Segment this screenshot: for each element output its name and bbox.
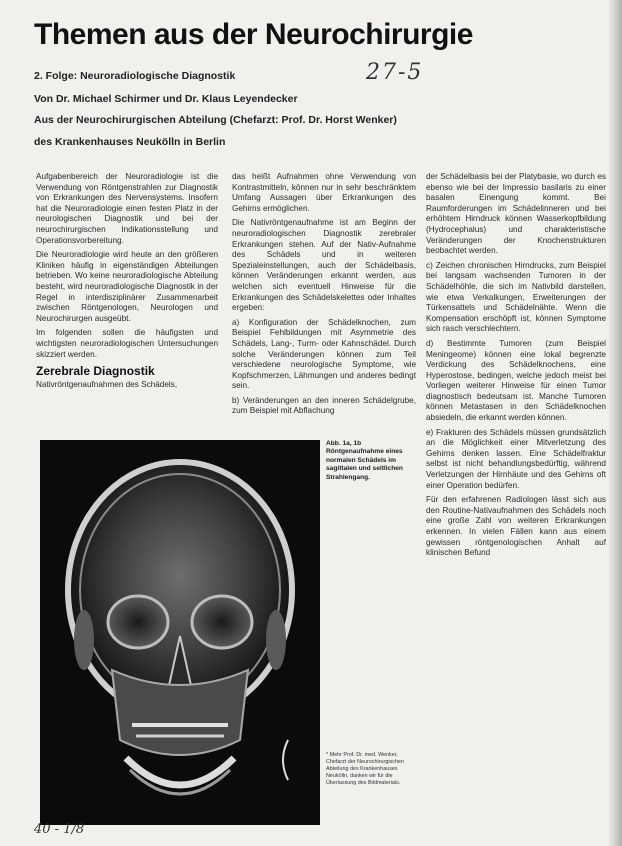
paragraph: d) Bestimmte Tumoren (zum Beispiel Meningeome) können eine lokal begrenzte Verdickung des Schädelknochens, eine Hyperostose, bedingen, welche jedoch meist bei Vorliegen weiterer Hinweise für einen Tumor diagnostisch bedeutsam ist. Manche Tumoren können Metastasen in den Schädelknochen absiedeln, die erkannt werden können. xyxy=(426,338,606,423)
paragraph: Die Nativröntgenaufnahme ist am Beginn der neuroradiologischen Diagnostik zerebraler Erkrankungen stehen. Auf der Nativ-Aufnahme des Schädels und in weiteren Spezialeinstellungen, auch der Schädelbasis, können Veränderungen erkannt werden, aus welchen sich eventuell Hinweise für die Erkrankungen des Schädelskelettes oder Inhaltes ergeben: xyxy=(232,218,416,313)
authors-line: Von Dr. Michael Schirmer und Dr. Klaus Leyendecker xyxy=(34,93,298,105)
hospital-line: des Krankenhauses Neukölln in Berlin xyxy=(34,136,226,148)
page-number: 40 - 1/8 xyxy=(34,822,85,837)
skull-xray-drawing xyxy=(40,440,320,825)
paragraph: das heißt Aufnahmen ohne Verwendung von Kontrastmitteln, können nur in sehr beschränktem Umfang Aussagen über Erkrankungen des Gehirns ermöglichen. xyxy=(232,172,416,213)
section-heading: Zerebrale Diagnostik xyxy=(36,364,155,379)
paragraph: Die Neuroradiologie wird heute an den größeren Kliniken häufig in eigenständigen Abteilungen betrieben. Wo keine neuroradiologische Abteilung besteht, wird neuroradiologische Diagnostik in der Regel in interdisziplinärer Zusammenarbeit zwischen Röntgenologen, Neurologen und Neurochirurgen ausgeübt. xyxy=(36,250,218,323)
paragraph: c) Zeichen chronischen Hirndrucks, zum Beispiel bei langsam wachsenden Tumoren in der Schädelhöhle, die sich im Nativbild darstellen, wie etwa Verkalkungen, Erweiterungen der Türkensattels und Schädelnähte. Wenn die Kompensation erschöpft ist, können Symptome sich rasch verschlechtern. xyxy=(426,260,606,334)
text-column-1 xyxy=(36,172,218,422)
paragraph: der Schädelbasis bei der Platybasie, wo durch es ebenso wie bei der Impressio basilaris zu einer basalen Einengung kommt. Bei Raumforderungen im Schädelinneren und bei erhöhtem Hirndruck können Wasserkopfbildung (Hydrocephalus) und charakteristische Veränderungen der Knochenstrukturen beobachtet werden. xyxy=(426,172,606,256)
paragraph: Für den erfahrenen Radiologen lässt sich aus den Routine-Nativaufnahmen des Schädels noch eine große Zahl von weiteren Erkrankungen erkennen. In vielen Fällen kann aus einem gewissen röntgenologischen Anhalt auf klinischen Befund xyxy=(426,495,606,558)
paragraph: e) Frakturen des Schädels müssen grundsätzlich an die Möglichkeit einer Mitverletzung des Gehirns denken lassen. Eine Schädelfraktur selbst ist nicht behandlungsbedürftig, während Verletzungen der Hirnhäute und des Gehirns oft einer Operation bedürfen. xyxy=(426,427,606,490)
handwritten-note: 27-5 xyxy=(366,60,424,85)
paragraph: a) Konfiguration der Schädelknochen, zum Beispiel Fehlbildungen mit Asymmetrie des Schädels, Lang-, Turm- oder Kahnschädel. Durch solche Veränderungen können zum Teil verschiedene neurologische Symptome, wie Kopfschmerzen, Lähmungen und anderes bedingt sein. xyxy=(232,317,416,391)
text-column-3 xyxy=(426,172,606,812)
article-title: Themen aus der Neurochirurgie xyxy=(34,18,473,51)
paragraph: Aufgabenbereich der Neuroradiologie ist die Verwendung von Röntgenstrahlen zur Diagnostik von Erkrankungen des Nervensystems. Insofern hat die Neuroradiologie einen festen Platz in der neurologischen Diagnostik und bei der neurochirurgischen Indikationsstellung und Operationsvorbereitung. xyxy=(36,172,218,245)
series-line: 2. Folge: Neuroradiologische Diagnostik xyxy=(34,70,236,82)
paragraph: Nativröntgenaufnahmen des Schädels, xyxy=(36,380,178,390)
figure-footnote: * Mehr Prof. Dr. med. Wenker, Chefarzt der Neurochirurgischen Abteilung des Krankenhauses Neukölln, danken wir für die Überlassung des Bildmaterials. xyxy=(326,752,404,786)
text-column-2 xyxy=(232,172,416,427)
paragraph: Im folgenden sollen die häufigsten und wichtigsten neuroradiologischen Untersuchungen skizziert werden. xyxy=(36,328,218,359)
scan-edge-shadow xyxy=(608,0,622,846)
skull-xray-image xyxy=(40,440,320,825)
paragraph: b) Veränderungen an den inneren Schädelgrube, zum Beispiel mit Abflachung xyxy=(232,395,416,416)
department-line: Aus der Neurochirurgischen Abteilung (Chefarzt: Prof. Dr. Horst Wenker) xyxy=(34,114,397,126)
figure-caption: Abb. 1a, 1b Röntgenaufnahme eines normalen Schädels im sagittalen und seitlichen Strahlengang. xyxy=(326,440,403,481)
